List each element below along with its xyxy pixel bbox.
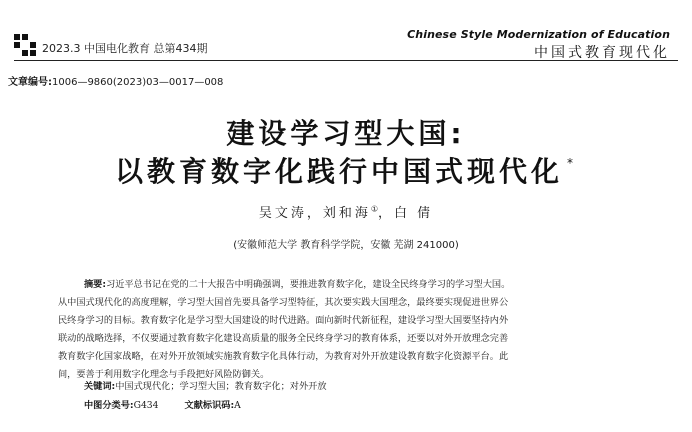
author-note-marker: ①	[370, 204, 379, 214]
authors	[0, 202, 692, 221]
abstract-line: 间，要善于利用数字化理念与手段把好风险防御关。	[58, 369, 270, 380]
keywords-value: 中国式现代化；学习型大国；教育数字化；对外开放	[115, 381, 327, 392]
doc-code-value: A	[234, 400, 241, 411]
keywords-label: 关键词:	[84, 381, 116, 392]
title-line-2-text: 以教育数字化践行中国式现代化	[114, 155, 563, 188]
clc-value: G434	[133, 400, 159, 411]
abstract-line: 教育数字化国家战略，在对外开放领域实施教育数字化具体行动，为教育对外开放建设教育数字化资源平台。此	[58, 351, 509, 362]
journal-info: 2023.3 中国电化教育 总第434期	[42, 42, 208, 55]
title-line-1: 建设学习型大国:	[226, 117, 466, 150]
abstract	[58, 276, 638, 384]
affiliation: (安徽师范大学 教育科学学院，安徽 芜湖 241000)	[233, 240, 459, 251]
article-number-label: 文章编号:	[8, 77, 52, 88]
clc-label: 中图分类号:	[84, 400, 134, 411]
abstract-line: 从中国式现代化的高度理解，学习型大国首先要具备学习型特征，其次要实践大国理念，最终要实现促进世界公	[58, 297, 509, 308]
abstract-line: 联动的战略选择，不仅要通过教育数字化建设高质量的服务全民终身学习的教育体系，还要以对外开放理念完善	[58, 333, 509, 344]
series-title-en: Chinese Style Modernization of Education	[407, 28, 670, 41]
abstract-label: 摘要:	[84, 279, 107, 290]
corner-mark-icon	[14, 34, 36, 56]
title-line-2	[0, 150, 692, 190]
article-number	[8, 73, 223, 88]
article-number-value: 1006—9860(2023)03—0017—008	[52, 77, 224, 88]
abstract-line: 民终身学习的目标。教育数字化是学习型大国建设的时代进路。面向新时代新征程，建设学习型大国要坚持内外	[58, 315, 509, 326]
authors-names-a: 吴文涛，刘和海	[258, 206, 371, 221]
classification	[84, 397, 241, 411]
authors-names-b: ，白 倩	[378, 206, 434, 221]
header-rule	[14, 60, 678, 61]
title-footnote-marker: *	[567, 156, 577, 170]
doc-code-label: 文献标识码:	[184, 400, 235, 411]
abstract-line: 摘要:习近平总书记在党的二十大报告中明确强调，要推进教育数字化，建设全民终身学习的学习型大国。	[84, 279, 511, 290]
keywords	[84, 378, 327, 392]
series-title-cn: 中国式教育现代化	[534, 45, 670, 61]
